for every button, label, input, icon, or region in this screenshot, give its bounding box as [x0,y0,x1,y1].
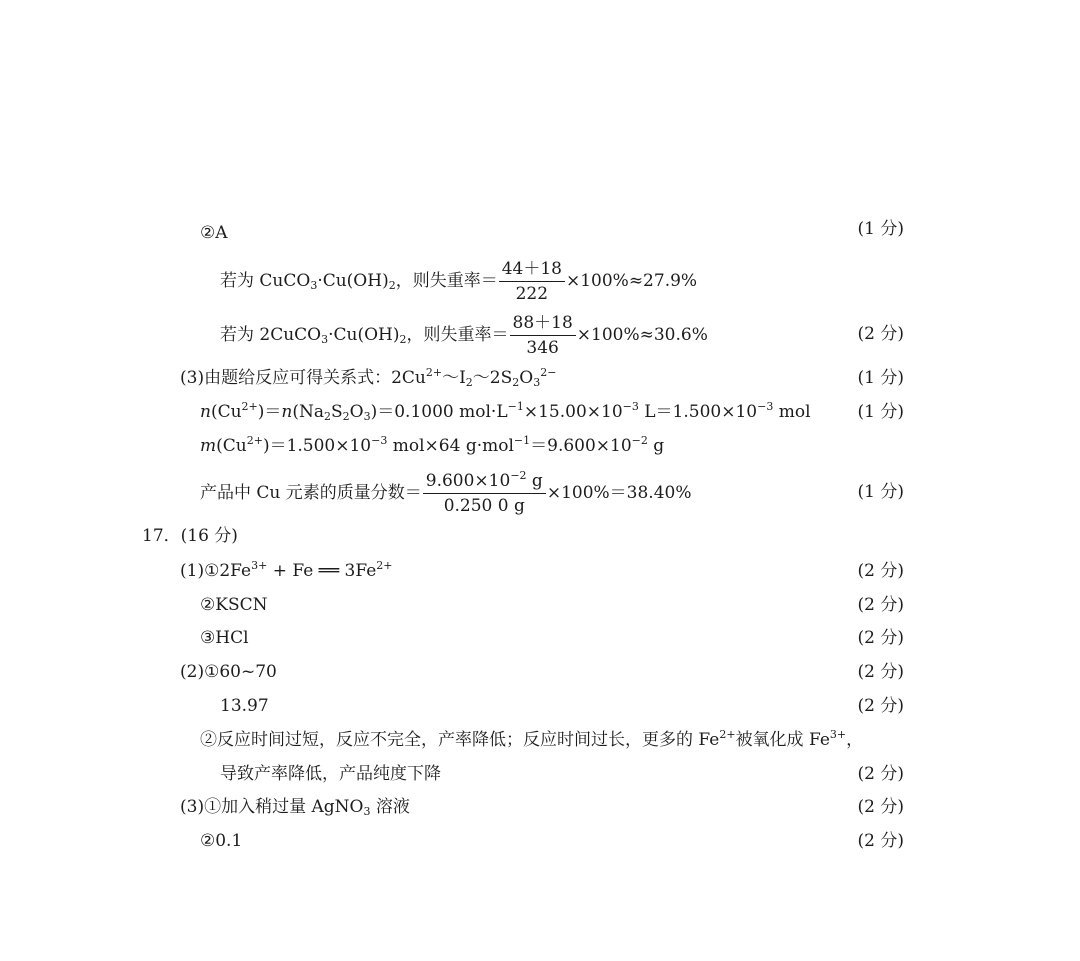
score: (2 分) [857,797,904,817]
score: (1 分) [857,368,904,388]
fraction: $\frac{9.600\times 10^{-2} g}{0.250 0 g}$ [423,470,546,517]
score: (2 分) [857,324,904,344]
score: (2 分) [857,831,904,851]
q17-1-3: ③HCl [200,628,249,648]
q17-1-2: ②KSCN [200,595,268,615]
case1-formula: 若为 $CuCO_3\cdot Cu(OH)_2$，则失重率＝ $\frac{44+18}{222}$ ×100%≈27.9% [220,259,698,304]
case2-formula: 若为 $2CuCO_3\cdot Cu(OH)_2$，则失重率＝ $\frac{88+18}{346}$ ×100%≈30.6% [220,313,708,358]
q17-2-1-value: 13.97 [220,696,269,716]
score: (1 分) [857,402,904,422]
fraction: $\frac{44+18}{222}$ [499,258,565,305]
score: (2 分) [857,764,904,784]
score: (1 分) [857,219,904,239]
score: (2 分) [857,662,904,682]
q17-3-1: (3)①加入稍过量 AgNO$_3$ 溶液 [180,797,410,818]
q16-m-equation: $m(Cu^{2+})=1.500\times 10^{-3}$ mol×64 $g\cdot mol^{-1}=9.600\times 10^{-2}$ g [200,434,665,456]
q17-3-2: ②0.1 [200,831,243,851]
q17-2-2-line2: 导致产率降低，产品纯度下降 [220,764,441,784]
q16-2-2-label: ②A [200,223,228,243]
score: (2 分) [857,628,904,648]
q16-3-relation: (3)由题给反应可得关系式：$2Cu^{2+}\sim I_2\sim 2S_2O_3^{2-}$ [180,366,557,389]
q16-n-equation: $n(Cu^{2+})=n(Na_2S_2O_3)=0.1000$ $mol\cdot L^{-1}\times 15.00\times 10^{-3}$ $L=1.500\times 10^{-3}$ mol [200,400,811,423]
fraction: $\frac{88+18}{346}$ [510,312,576,359]
score: (1 分) [857,482,904,502]
score: (2 分) [857,696,904,716]
q17-header: 17．(16 分) [142,526,238,546]
q17-2-2-line1: ②反应时间过短，反应不完全，产率降低；反应时间过长，更多的 $Fe^{2+}$被氧化成 $Fe^{3+}$， [200,728,864,750]
q17-2-1: (2)①60~70 [180,662,277,682]
q17-1-1: $(1)①2Fe^{3+} + Fe$ ══ $3Fe^{2+}$ [180,559,393,581]
q16-mass-fraction: 产品中 Cu 元素的质量分数＝ $\frac{9.600\times 10^{-2} g}{0.250 0 g}$ ×100%＝38.40% [200,469,692,516]
score: (2 分) [857,595,904,615]
score: (2 分) [857,561,904,581]
